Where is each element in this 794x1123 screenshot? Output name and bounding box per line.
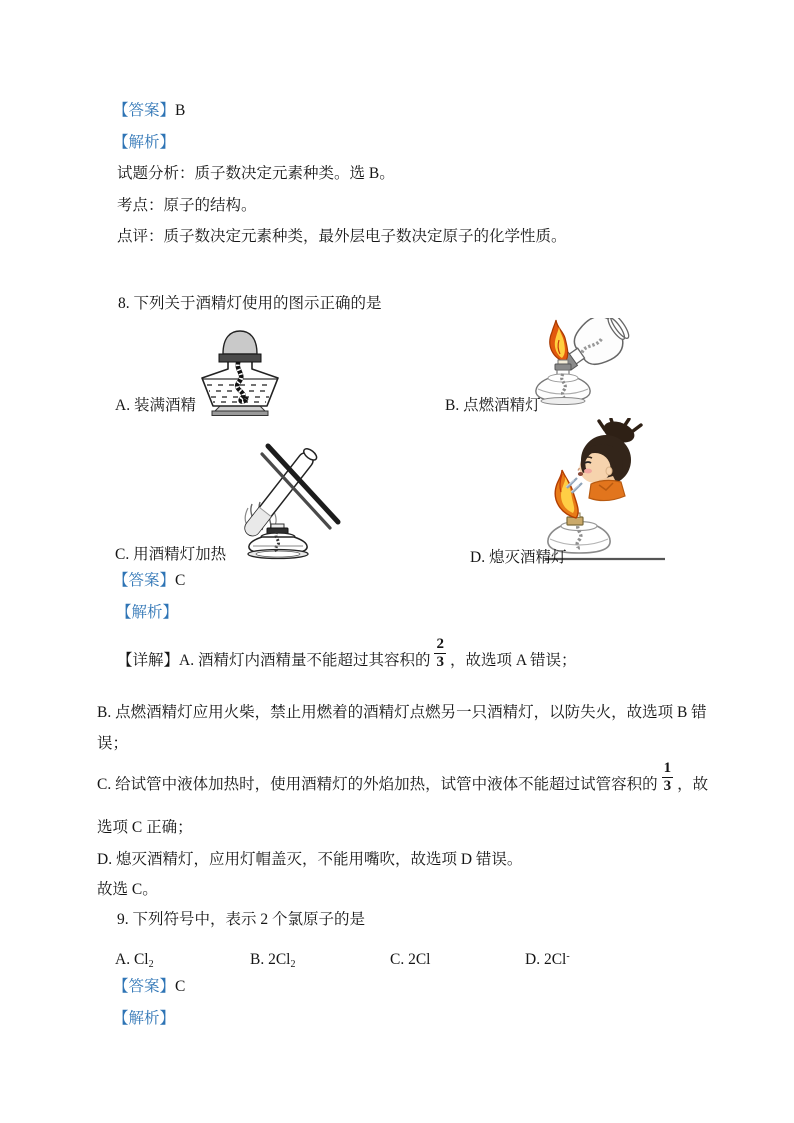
q8-detail-line-b2: 误；	[97, 735, 129, 752]
answer-label: 【答案】	[113, 572, 176, 589]
q7-dianping-line: 点评：质子数决定元素种类，最外层电子数决定原子的化学性质。	[117, 228, 567, 245]
fraction-denominator: 3	[436, 653, 444, 670]
q8-analysis-label: 【解析】	[116, 604, 179, 621]
option-b-image	[529, 318, 641, 410]
q8-option-d-label: D. 熄灭酒精灯	[470, 549, 567, 566]
q7-analysis-label: 【解析】	[113, 134, 176, 151]
answer-label: 【答案】	[113, 102, 176, 119]
q8-detail-line-c2: 选项 C 正确；	[97, 819, 193, 836]
q7-kaodian-line: 考点：原子的结构。	[117, 197, 257, 214]
q8-question: 8. 下列关于酒精灯使用的图示正确的是	[118, 295, 382, 312]
q8-detail-line-b1: B. 点燃酒精灯应用火柴，禁止用燃着的酒精灯点燃另一只酒精灯，以防失火，故选项 B 错	[97, 704, 707, 721]
q8-option-a-label: A. 装满酒精	[115, 397, 196, 414]
q9-option-d: D. 2Cl-	[525, 951, 570, 968]
answer-label: 【答案】	[113, 978, 176, 995]
q8-detail-line-d: D. 熄灭酒精灯，应用灯帽盖灭，不能用嘴吹，故选项 D 错误。	[97, 851, 523, 868]
q9-answer-value: C	[175, 978, 186, 995]
alcohol-lamp-filled-illustration	[192, 324, 288, 416]
superscript: -	[566, 951, 570, 962]
q8-detail-line-c	[97, 760, 708, 795]
blow-out-lamp-illustration	[543, 418, 667, 566]
option-c-image	[224, 442, 342, 560]
fraction-numerator: 2	[436, 636, 444, 652]
detail-a-text-post: ，故选项 A 错误；	[449, 651, 577, 669]
q7-answer-line	[113, 101, 185, 121]
fraction-two-thirds	[434, 636, 446, 671]
option-d-image	[543, 418, 667, 566]
subscript: 2	[290, 959, 296, 970]
lighting-lamp-illustration	[529, 318, 641, 410]
heating-test-tube-illustration	[224, 442, 342, 560]
q9-option-c: C. 2Cl	[390, 951, 431, 968]
detail-c-text-post: ，故	[677, 775, 709, 793]
q7-analysis-line: 试题分析：质子数决定元素种类。选 B。	[117, 165, 395, 182]
q8-answer-line	[113, 571, 185, 591]
q9-option-a: A. $Cl_2$	[115, 951, 154, 970]
q9-analysis-label: 【解析】	[113, 1010, 176, 1027]
q9-question: 9. 下列符号中，表示 2 个氯原子的是	[117, 911, 366, 928]
subscript: 2	[148, 959, 154, 970]
fraction-denominator: 3	[663, 777, 672, 794]
detail-a-text-pre: 【详解】A. 酒精灯内酒精量不能超过其容积的	[117, 651, 431, 669]
q8-option-b-label: B. 点燃酒精灯	[445, 397, 541, 414]
fraction-numerator: 1	[663, 760, 672, 776]
q9-answer-line	[113, 977, 185, 997]
q8-conclusion: 故选 C。	[97, 881, 158, 898]
fraction-one-third	[662, 760, 674, 795]
q8-option-c-label: C. 用酒精灯加热	[115, 546, 227, 563]
detail-c-text-pre: C. 给试管中液体加热时，使用酒精灯的外焰加热，试管中液体不能超过试管容积的	[97, 775, 658, 793]
q9-option-b: B. $2Cl_2$	[250, 951, 296, 970]
option-a-image	[192, 324, 288, 416]
q8-answer-value: C	[175, 572, 186, 589]
q7-answer-value: B	[175, 102, 186, 119]
q8-detail-line-a	[117, 636, 577, 671]
